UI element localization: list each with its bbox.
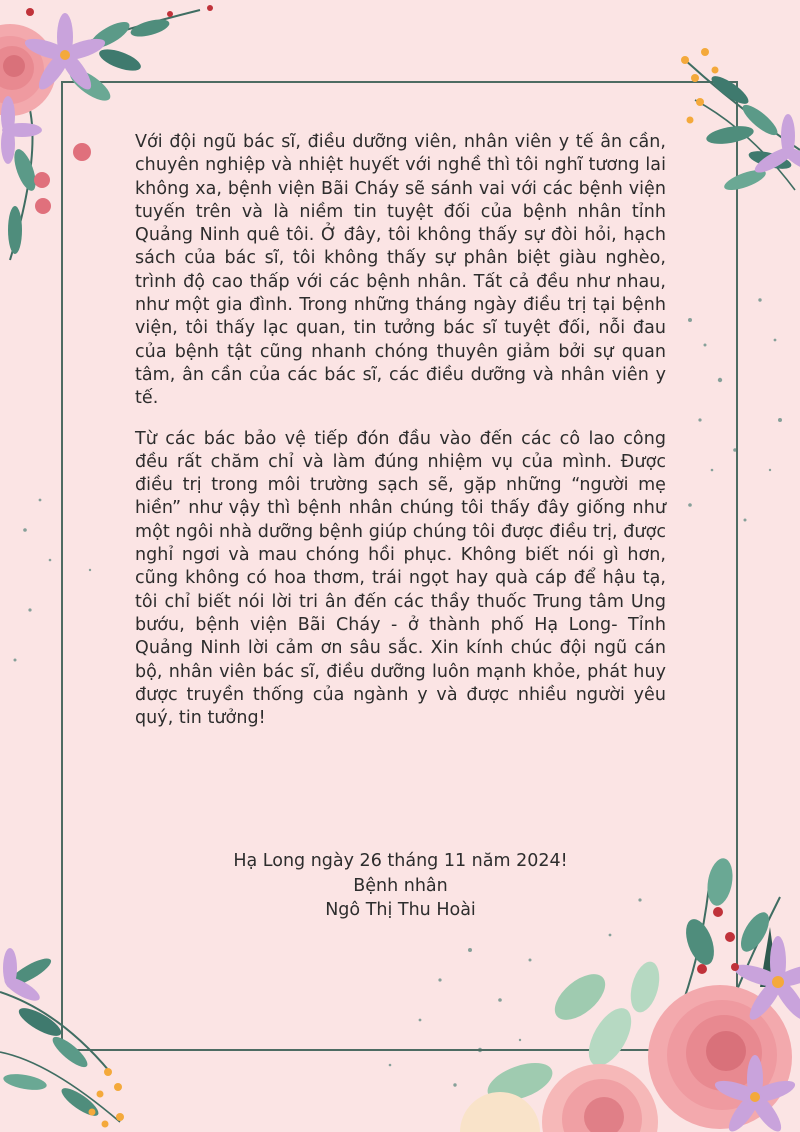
signature-role: Bệnh nhân: [353, 875, 448, 896]
signature-block: [135, 849, 666, 923]
orange-buds-and-leaves-icon: [670, 40, 800, 240]
letter-paragraph: Với đội ngũ bác sĩ, điều dưỡng viên, nhân viên y tế ân cần, chuyên nghiệp và nhiệt huyết với nghề thì tôi nghĩ tương lai không xa, bệnh viện Bãi Cháy sẽ sánh vai với các bệnh viện tuyến trên và là niềm tin tuyệt đối của bệnh nhân tỉnh Quảng Ninh quê tôi. Ở đây, tôi không thấy sự đòi hỏi, hạch sách của bác sĩ, tôi không thấy sự phân biệt giàu nghèo, trình độ cao thấp với các bệnh nhân. Tất cả đều như nhau, như một gia đình. Trong những tháng ngày điều trị tại bệnh viện, tôi thấy lạc quan, tin tưởng bác sĩ tuyệt đối, nỗi đau của bệnh tật cũng nhanh chóng thuyên giảm bởi sự quan tâm, ân cần của các bác sĩ, các điều dưỡng và nhân viên y tế.: [135, 132, 666, 409]
letter-paragraph: Từ các bác bảo vệ tiếp đón đầu vào đến các cô lao công đều rất chăm chỉ và làm đúng nhiệm vụ của mình. Được điều trị trong môi trường sạch sẽ, gặp những “người mẹ hiền” như vậy thì bệnh nhân chúng tôi thấy đây giống như một ngôi nhà dưỡng bệnh giúp chúng tôi được điều trị, được nghỉ ngơi và mau chóng hồi phục. Không biết nói gì hơn, cũng không có hoa thơm, trái ngọt hay quà cáp để hậu tạ, tôi chỉ biết nói lời tri ân đến các thầy thuốc Trung tâm Ung bướu, bệnh viện Bãi Cháy - ở thành phố Hạ Long- Tỉnh Quảng Ninh lời cảm ơn sâu sắc. Xin kính chúc đội ngũ cán bộ, nhân viên bác sĩ, điều dưỡng luôn mạnh khỏe, phát huy được truyền thống của ngành y và được nhiều người yêu quý, tin tưởng!: [135, 428, 666, 729]
signature-date: Hạ Long ngày 26 tháng 11 năm 2024!: [233, 851, 568, 871]
orange-buds-and-leaves-icon: [0, 952, 140, 1132]
letter-body: [135, 131, 666, 747]
signature-name: Ngô Thị Thu Hoài: [325, 900, 476, 920]
